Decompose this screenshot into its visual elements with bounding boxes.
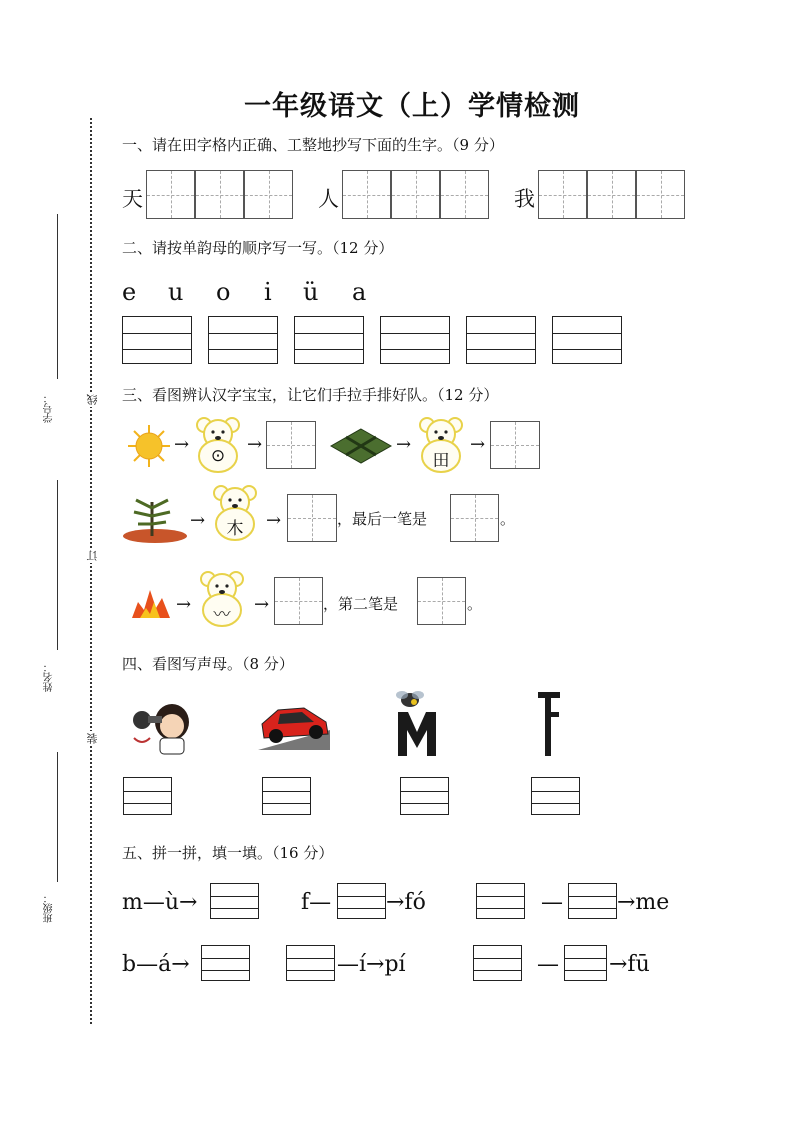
- q3-arrow-1a: →: [174, 434, 190, 455]
- girl-with-hair-dryer-icon: [128, 698, 194, 756]
- binding-dotted-line: [90, 118, 92, 1024]
- q5-answer-grid-6[interactable]: [286, 945, 335, 981]
- q2-pinyin-grid-1[interactable]: [122, 316, 192, 364]
- student-id-line[interactable]: [57, 214, 58, 379]
- q3-answer-box-4[interactable]: [274, 577, 323, 625]
- name-line[interactable]: [57, 480, 58, 650]
- q3-arrow-4a: →: [176, 594, 192, 615]
- q5-r1-expr-b1: f—: [301, 890, 332, 915]
- q2-pinyin-grid-5[interactable]: [466, 316, 536, 364]
- q3-second-stroke-box[interactable]: [417, 577, 466, 625]
- q4-answer-grid-2[interactable]: [262, 777, 311, 815]
- q5-r1-expr-b2: →fó: [386, 890, 426, 915]
- name-label: 姓名：: [44, 662, 55, 692]
- bear-card-sun: [193, 416, 243, 474]
- q2-pinyin-grid-4[interactable]: [380, 316, 450, 364]
- bind-mark-ding: 订: [86, 550, 99, 561]
- q2-vowel-u-umlaut: ü: [303, 278, 319, 306]
- bear-card-fire: [197, 570, 247, 628]
- q3-arrow-3a: →: [190, 510, 206, 531]
- q2-vowel-i: i: [264, 278, 272, 306]
- q1-char-tian: 天: [122, 187, 143, 211]
- q1-grid-3-3[interactable]: [636, 170, 685, 219]
- q1-grid-2-3[interactable]: [440, 170, 489, 219]
- q3-second-stroke-text: ，第二笔是: [323, 595, 399, 613]
- q3-arrow-1b: →: [247, 434, 263, 455]
- bear-glyph: 木: [226, 519, 244, 539]
- q3-arrow-3b: →: [266, 510, 282, 531]
- q5-answer-grid-1[interactable]: [210, 883, 259, 919]
- crutch-icon: [536, 690, 562, 758]
- q2-vowel-u: u: [168, 278, 184, 306]
- q5-answer-grid-5[interactable]: [201, 945, 250, 981]
- fly-and-m-icon: [392, 690, 442, 758]
- q5-r1-expr-c2: →me: [617, 890, 670, 915]
- q5-r2-expr-a: b—á→: [122, 952, 190, 977]
- q1-grid-2-1[interactable]: [342, 170, 391, 219]
- q3-arrow-2a: →: [396, 434, 412, 455]
- sun-icon: [126, 423, 172, 469]
- q3-arrow-2b: →: [470, 434, 486, 455]
- q5-r2-expr-c2: →fū: [609, 952, 650, 977]
- bear-glyph: 〰: [213, 605, 231, 625]
- tree-icon: [122, 496, 188, 544]
- q4-answer-grid-1[interactable]: [123, 777, 172, 815]
- q1-grid-3-2[interactable]: [587, 170, 636, 219]
- q2-pinyin-grid-3[interactable]: [294, 316, 364, 364]
- q1-grid-1-2[interactable]: [195, 170, 244, 219]
- q5-answer-grid-7[interactable]: [473, 945, 522, 981]
- bear-glyph: 田: [432, 451, 450, 471]
- q2-pinyin-grid-6[interactable]: [552, 316, 622, 364]
- q3-answer-box-2[interactable]: [490, 421, 540, 469]
- bind-mark-line: 线: [86, 394, 99, 405]
- q5-answer-grid-8[interactable]: [564, 945, 607, 981]
- field-icon: [330, 428, 392, 464]
- q4-answer-grid-4[interactable]: [531, 777, 580, 815]
- q2-pinyin-grid-2[interactable]: [208, 316, 278, 364]
- q2-vowel-a: a: [352, 278, 367, 306]
- q1-grid-1-3[interactable]: [244, 170, 293, 219]
- q3-last-stroke-text: ，最后一笔是: [337, 510, 428, 528]
- q3-arrow-4b: →: [254, 594, 270, 615]
- page-title: 一年级语文（上）学情检测: [244, 91, 580, 122]
- q2-heading: 二、请按单韵母的顺序写一写。（12 分）: [122, 239, 394, 257]
- q3-last-stroke-box[interactable]: [450, 494, 499, 542]
- bear-card-tree: [210, 484, 260, 542]
- q5-r2-expr-c1: —: [537, 952, 559, 977]
- fire-icon: [128, 584, 174, 620]
- student-id-label: 学号：: [44, 393, 55, 423]
- class-line[interactable]: [57, 752, 58, 882]
- red-car-icon: [256, 700, 332, 752]
- class-label: 班级：: [44, 893, 55, 923]
- bear-glyph: ⊙: [210, 446, 226, 466]
- q3-answer-box-1[interactable]: [266, 421, 316, 469]
- q5-answer-grid-4[interactable]: [568, 883, 617, 919]
- q3-end-mark-2: 。: [467, 595, 483, 613]
- q5-answer-grid-2[interactable]: [337, 883, 386, 919]
- q1-heading: 一、请在田字格内正确、工整地抄写下面的生字。（9 分）: [122, 136, 504, 154]
- bear-card-field: [416, 416, 466, 474]
- bind-mark-zhuang: 装: [86, 733, 99, 744]
- q5-r2-expr-b2: —í→pí: [337, 952, 406, 977]
- q1-char-ren: 人: [318, 187, 339, 211]
- q1-grid-1-1[interactable]: [146, 170, 195, 219]
- q1-char-wo: 我: [514, 187, 535, 211]
- q5-r1-expr-a: m—ù→: [122, 890, 198, 915]
- q1-grid-2-2[interactable]: [391, 170, 440, 219]
- q5-answer-grid-3[interactable]: [476, 883, 525, 919]
- q1-grid-3-1[interactable]: [538, 170, 587, 219]
- q4-heading: 四、看图写声母。（8 分）: [122, 655, 294, 673]
- q3-answer-box-3[interactable]: [287, 494, 337, 542]
- q2-vowel-e: e: [122, 278, 137, 306]
- q2-vowel-o: o: [216, 278, 231, 306]
- q5-r1-expr-c1: —: [541, 890, 563, 915]
- q4-answer-grid-3[interactable]: [400, 777, 449, 815]
- q3-heading: 三、看图辨认汉字宝宝，让它们手拉手排好队。（12 分）: [122, 386, 499, 404]
- q5-heading: 五、拼一拼，填一填。（16 分）: [122, 844, 334, 862]
- q3-end-mark-1: 。: [500, 510, 516, 528]
